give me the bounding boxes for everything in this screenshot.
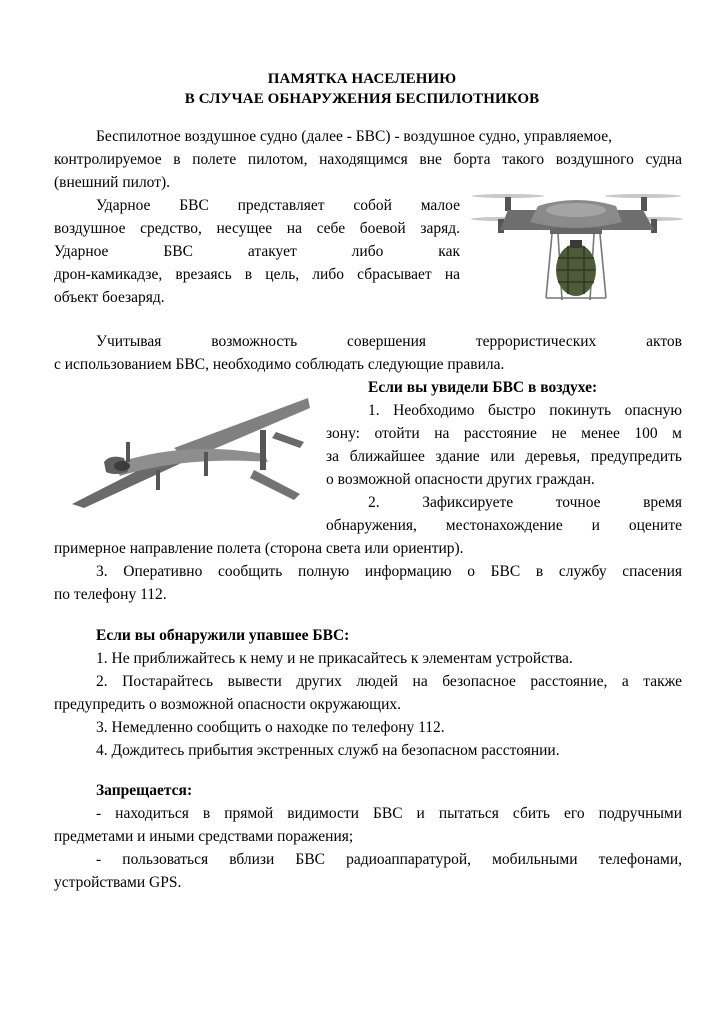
intro-p1-line-2: контролируемое в полете пилотом, находящимся вне борта такого воздушного судна [54, 151, 682, 168]
air-line-8: 3. Оперативно сообщить полную информацию о БВС в службу спасения [96, 563, 682, 580]
air-line-9: по телефону 112. [54, 586, 167, 603]
fallen-heading: Если вы обнаружили упавшее БВС: [96, 627, 350, 644]
fixed-wing-drone-image [64, 392, 314, 510]
forbidden-line-4: устройствами GPS. [54, 874, 182, 891]
air-line-2: зону: отойти на расстояние не менее 100 м [326, 425, 682, 442]
fallen-line-4: 3. Немедленно сообщить о находке по телефону 112. [96, 719, 445, 736]
air-line-7: примерное направление полета (сторона света или ориентир). [54, 540, 464, 557]
intro-p2-line-5: объект боезаряд. [54, 289, 165, 306]
title-line-1: ПАМЯТКА НАСЕЛЕНИЮ [267, 71, 457, 87]
forbidden-line-3: - пользоваться вблизи БВС радиоаппаратурой, мобильными телефонами, [96, 851, 682, 868]
intro-p1-line-1: Беспилотное воздушное судно (далее - БВС) - воздушное судно, управляемое, [96, 128, 612, 145]
fallen-line-2: 2. Постарайтесь вывести других людей на безопасное расстояние, а также [96, 673, 682, 690]
fallen-line-1: 1. Не приближайтесь к нему и не прикасайтесь к элементам устройства. [96, 650, 573, 667]
forbidden-line-1: - находиться в прямой видимости БВС и пытаться сбить его подручными [96, 805, 682, 822]
intro-p1-line-3: (внешний пилот). [54, 174, 171, 191]
air-line-3: за ближайшее здание или деревья, предупредить [326, 448, 682, 465]
air-line-6: обнаружения, местонахождение и оцените [326, 517, 682, 534]
fallen-line-5: 4. Дождитесь прибытия экстренных служб на безопасном расстоянии. [96, 742, 560, 759]
forbidden-heading: Запрещается: [96, 782, 193, 799]
intro-p2-line-1: Ударное БВС представляет собой малое [96, 197, 460, 214]
title-line-2: В СЛУЧАЕ ОБНАРУЖЕНИЯ БЕСПИЛОТНИКОВ [184, 91, 540, 107]
intro-p3-line-2: с использованием БВС, необходимо соблюдать следующие правила. [54, 356, 505, 373]
quadcopter-drone-image [468, 180, 684, 308]
intro-p3-line-1: Учитывая возможность совершения террористических актов [96, 333, 682, 350]
air-line-5: 2. Зафиксируете точное время [368, 494, 682, 511]
intro-p2-line-2: воздушное средство, несущее на себе боевой заряд. [54, 220, 460, 237]
forbidden-line-2: предметами и иными средствами поражения; [54, 828, 354, 845]
air-line-4: о возможной опасности других граждан. [326, 471, 595, 488]
intro-p2-line-3: Ударное БВС атакует либо как [54, 243, 460, 260]
fallen-line-3: предупредить о возможной опасности окружающих. [54, 696, 402, 713]
air-line-1: 1. Необходимо быстро покинуть опасную [368, 402, 682, 419]
air-heading: Если вы увидели БВС в воздухе: [368, 379, 598, 396]
intro-p2-line-4: дрон-камикадзе, врезаясь в цель, либо сбрасывает на [54, 266, 460, 283]
